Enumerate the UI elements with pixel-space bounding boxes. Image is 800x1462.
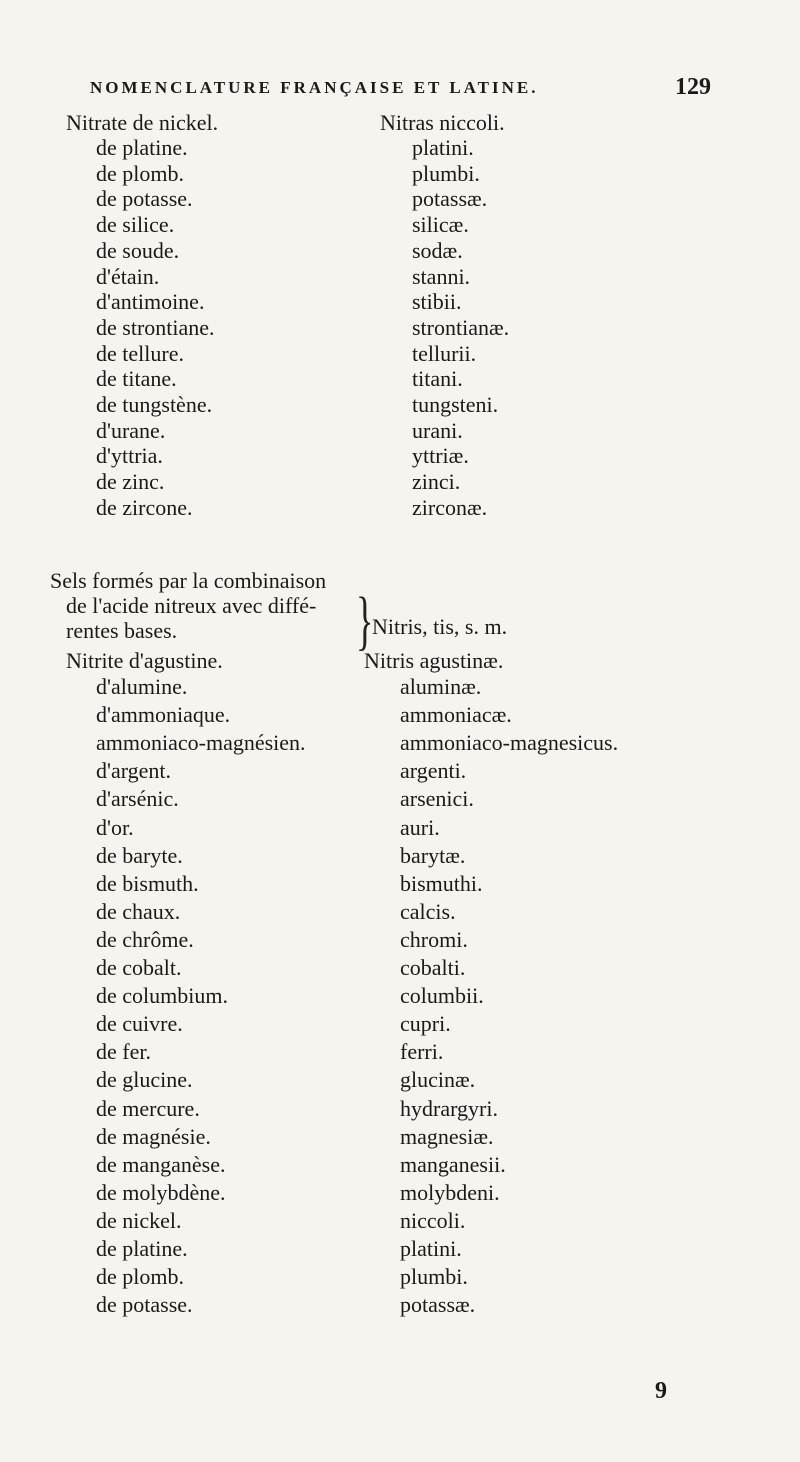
nitrates-heading-la: Nitras niccoli. xyxy=(380,110,505,135)
sels-line-2: de l'acide nitreux avec diffé- xyxy=(66,593,317,618)
nitrite-row-fr-5: d'or. xyxy=(96,814,134,840)
nitrite-row-fr-18: de molybdène. xyxy=(96,1179,226,1205)
nitrate-row-la-5: stanni. xyxy=(412,263,471,289)
nitrate-row-la-0: platini. xyxy=(412,135,474,160)
nitrites-heading-fr: Nitrite d'agustine. xyxy=(66,648,223,673)
nitrate-row-la-13: zinci. xyxy=(412,469,461,495)
nitrite-row-la-5: auri. xyxy=(400,814,440,840)
nitrite-row-fr-17: de manganèse. xyxy=(96,1151,226,1177)
nitrite-row-fr-13: de fer. xyxy=(96,1039,151,1065)
nitrite-row-la-19: niccoli. xyxy=(400,1207,466,1233)
nitrite-row-la-22: potassæ. xyxy=(400,1292,476,1318)
nitrite-row-fr-19: de nickel. xyxy=(96,1207,182,1233)
nitrite-row-fr-2: ammoniaco-magnésien. xyxy=(96,730,306,756)
nitrite-row-la-8: calcis. xyxy=(400,898,456,924)
nitrate-row-fr-4: de soude. xyxy=(96,237,180,263)
sels-latin: Nitris, tis, s. m. xyxy=(372,614,508,639)
nitrate-row-fr-10: de tungstène. xyxy=(96,392,213,417)
nitrite-row-fr-15: de mercure. xyxy=(96,1095,200,1121)
nitrite-row-fr-1: d'ammoniaque. xyxy=(96,702,231,728)
nitrate-row-fr-2: de potasse. xyxy=(96,186,193,212)
nitrite-row-la-0: aluminæ. xyxy=(400,674,482,699)
nitrate-row-la-1: plumbi. xyxy=(412,160,480,186)
nitrite-row-la-15: hydrargyri. xyxy=(400,1095,498,1121)
nitrite-row-fr-16: de magnésie. xyxy=(96,1123,211,1149)
nitrate-row-fr-8: de tellure. xyxy=(96,340,184,366)
nitrate-row-la-6: stibii. xyxy=(412,289,462,315)
nitrate-row-fr-6: d'antimoine. xyxy=(96,289,205,315)
nitrite-row-fr-10: de cobalt. xyxy=(96,955,182,980)
nitrite-row-la-9: chromi. xyxy=(400,926,468,952)
nitrite-row-fr-20: de platine. xyxy=(96,1236,188,1261)
signature-mark: 9 xyxy=(655,1378,667,1404)
nitrite-row-la-4: arsenici. xyxy=(400,786,474,812)
nitrate-row-la-14: zirconæ. xyxy=(412,494,488,520)
nitrite-row-la-16: magnesiæ. xyxy=(400,1123,494,1149)
nitrite-row-fr-7: de bismuth. xyxy=(96,870,199,896)
nitrate-row-fr-5: d'étain. xyxy=(96,263,160,289)
nitrite-row-fr-9: de chrôme. xyxy=(96,926,194,952)
nitrate-row-fr-7: de strontiane. xyxy=(96,314,215,340)
nitrite-row-fr-12: de cuivre. xyxy=(96,1011,183,1037)
curly-brace-icon: } xyxy=(356,584,374,657)
nitrate-row-la-2: potassæ. xyxy=(412,186,488,212)
nitrate-row-fr-0: de platine. xyxy=(96,135,188,160)
nitrate-row-fr-1: de plomb. xyxy=(96,160,184,186)
nitrite-row-fr-11: de columbium. xyxy=(96,983,228,1009)
sels-line-1: Sels formés par la combinaison xyxy=(50,568,327,593)
nitrate-row-la-4: sodæ. xyxy=(412,237,463,263)
nitrates-heading-fr: Nitrate de nickel. xyxy=(66,110,219,135)
nitrite-row-la-13: ferri. xyxy=(400,1039,444,1065)
nitrate-row-fr-12: d'yttria. xyxy=(96,443,163,469)
nitrate-row-la-9: titani. xyxy=(412,366,463,392)
nitrate-row-la-7: strontianæ. xyxy=(412,314,510,340)
nitrites-heading-la: Nitris agustinæ. xyxy=(364,648,504,673)
nitrite-row-fr-4: d'arsénic. xyxy=(96,786,179,812)
nitrite-row-la-17: manganesii. xyxy=(400,1151,506,1177)
nitrite-row-la-1: ammoniacæ. xyxy=(400,702,512,728)
nitrate-row-la-10: tungsteni. xyxy=(412,392,499,417)
nitrate-row-la-3: silicæ. xyxy=(412,212,469,238)
nitrite-row-la-14: glucinæ. xyxy=(400,1067,476,1093)
nitrite-row-fr-22: de potasse. xyxy=(96,1292,193,1318)
nitrite-row-la-18: molybdeni. xyxy=(400,1179,500,1205)
nitrite-row-fr-14: de glucine. xyxy=(96,1067,193,1093)
running-head: NOMENCLATURE FRANÇAISE ET LATINE. xyxy=(90,78,539,97)
nitrite-row-fr-3: d'argent. xyxy=(96,758,172,784)
nitrite-row-la-12: cupri. xyxy=(400,1011,451,1037)
nitrate-row-fr-9: de titane. xyxy=(96,366,177,392)
nitrite-row-la-3: argenti. xyxy=(400,758,467,784)
nitrate-row-fr-11: d'urane. xyxy=(96,417,166,443)
nitrite-row-la-11: columbii. xyxy=(400,983,484,1009)
nitrite-row-la-20: platini. xyxy=(400,1236,462,1261)
nitrite-row-la-10: cobalti. xyxy=(400,955,466,980)
nitrate-row-fr-3: de silice. xyxy=(96,212,175,238)
nitrate-row-la-12: yttriæ. xyxy=(412,443,469,469)
nitrate-row-fr-13: de zinc. xyxy=(96,469,165,495)
sels-line-3: rentes bases. xyxy=(66,618,178,643)
nitrite-row-la-7: bismuthi. xyxy=(400,870,483,896)
nitrite-row-la-6: barytæ. xyxy=(400,842,466,868)
nitrite-row-la-2: ammoniaco-magnesicus. xyxy=(400,730,619,756)
nitrite-row-fr-6: de baryte. xyxy=(96,842,183,868)
nitrate-row-fr-14: de zircone. xyxy=(96,494,193,520)
nitrite-row-la-21: plumbi. xyxy=(400,1264,468,1290)
page-number: 129 xyxy=(675,74,711,100)
nitrite-row-fr-8: de chaux. xyxy=(96,898,181,924)
nitrate-row-la-8: tellurii. xyxy=(412,340,477,366)
nitrite-row-fr-0: d'alumine. xyxy=(96,674,188,699)
nitrate-row-la-11: urani. xyxy=(412,417,463,443)
nitrite-row-fr-21: de plomb. xyxy=(96,1264,184,1290)
